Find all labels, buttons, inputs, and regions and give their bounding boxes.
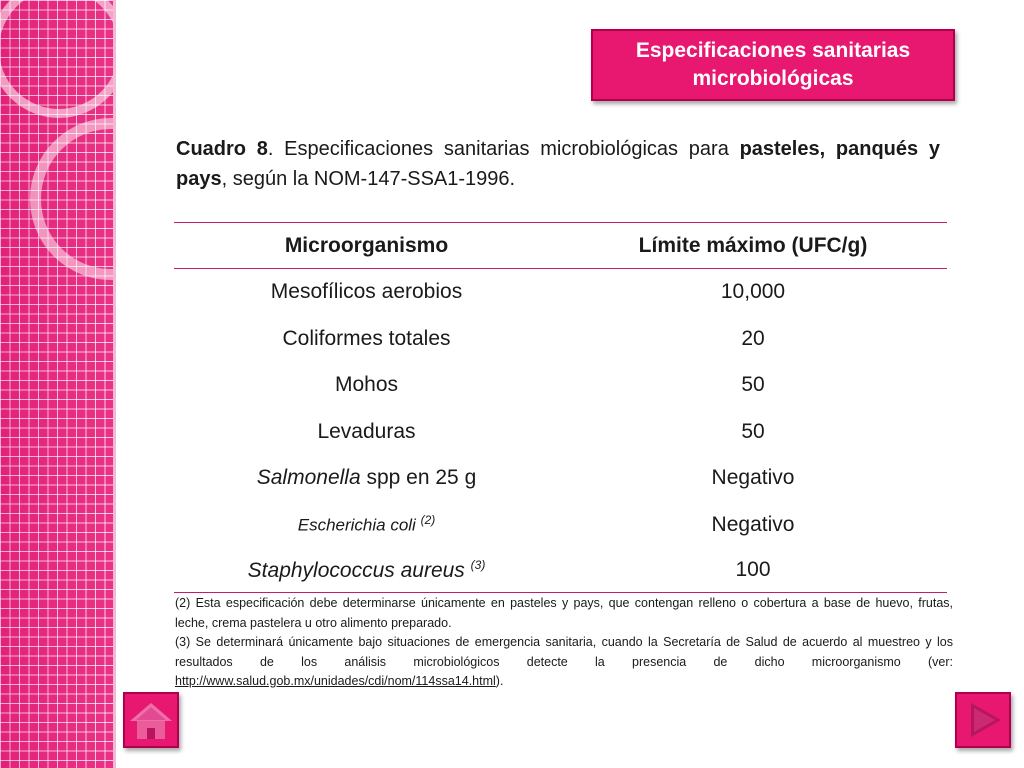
- decorative-side-strip: [0, 0, 113, 768]
- organism-italic: Escherichia coli: [297, 516, 416, 536]
- caption-text: . Especificaciones sanitarias microbiológicas para: [267, 138, 740, 160]
- table-row: [174, 409, 947, 456]
- table-caption: [176, 134, 940, 194]
- limit-cell: 50: [741, 373, 765, 397]
- limit-cell: 10,000: [720, 280, 786, 304]
- organism-cell: [174, 455, 559, 502]
- table-row: [174, 316, 947, 363]
- specifications-table: [174, 222, 947, 593]
- organism-italic: Staphylococcus aureus: [247, 558, 465, 582]
- next-button[interactable]: [955, 692, 1011, 748]
- footnote-3-end: ).: [495, 674, 504, 688]
- footnote-3-text: (3) Se determinará únicamente bajo situaciones de emergencia sanitaria, cuando la Secretaría de Salud de acuerdo al muestreo y los resultados de los análisis microbiológicos detecte la presencia de dicho microorganismo (ver:: [175, 635, 953, 669]
- organism-cell: Mohos: [334, 373, 399, 397]
- caption-label: Cuadro 8: [176, 138, 268, 160]
- organism-cell: Coliformes totales: [282, 326, 451, 350]
- caption-product: pasteles, panqués y pays: [176, 138, 941, 190]
- organism-cell: Mesofílicos aerobios: [270, 280, 463, 304]
- caption-text-end: , según la NOM-147-SSA1-1996.: [221, 168, 516, 190]
- play-arrow-icon: [957, 694, 1009, 746]
- table-row: [174, 269, 947, 316]
- footnote-2: (2) Esta especificación debe determinarse únicamente en pasteles y pays, que contengan relleno o cobertura a base de huevo, frutas, leche, crema pastelera u otro alimento preparado.: [175, 596, 953, 630]
- table-row: [174, 502, 947, 549]
- decorative-ring: [0, 0, 113, 118]
- home-icon: [125, 694, 177, 746]
- footnote-ref: (3): [470, 557, 486, 572]
- organism-cell: [174, 502, 559, 549]
- header-microorganism: Microorganismo: [174, 223, 559, 269]
- home-button[interactable]: [123, 692, 179, 748]
- slide-title: [591, 29, 955, 101]
- header-max-limit: Límite máximo (UFC/g): [559, 223, 947, 269]
- limit-cell: 100: [559, 548, 947, 593]
- footnotes: [175, 594, 953, 692]
- footnote-3: [175, 633, 953, 692]
- table-row: [174, 362, 947, 409]
- organism-cell: [174, 548, 559, 593]
- slide-title-text: Especificaciones sanitarias microbiológicas: [635, 39, 911, 90]
- organism-rest: spp en 25 g: [360, 466, 477, 490]
- limit-cell: 50: [741, 419, 765, 443]
- table-row: [174, 548, 947, 593]
- table-header-row: [174, 223, 947, 269]
- limit-cell: Negativo: [711, 466, 795, 490]
- organism-italic: Salmonella: [256, 466, 361, 490]
- nom-link[interactable]: http://www.salud.gob.mx/unidades/cdi/nom/114ssa14.html: [175, 674, 496, 688]
- organism-cell: Levaduras: [317, 419, 416, 443]
- limit-cell: Negativo: [711, 512, 795, 536]
- table-row: [174, 455, 947, 502]
- strip-edge: [113, 0, 116, 768]
- limit-cell: 20: [741, 326, 765, 350]
- footnote-ref: (2): [420, 513, 436, 528]
